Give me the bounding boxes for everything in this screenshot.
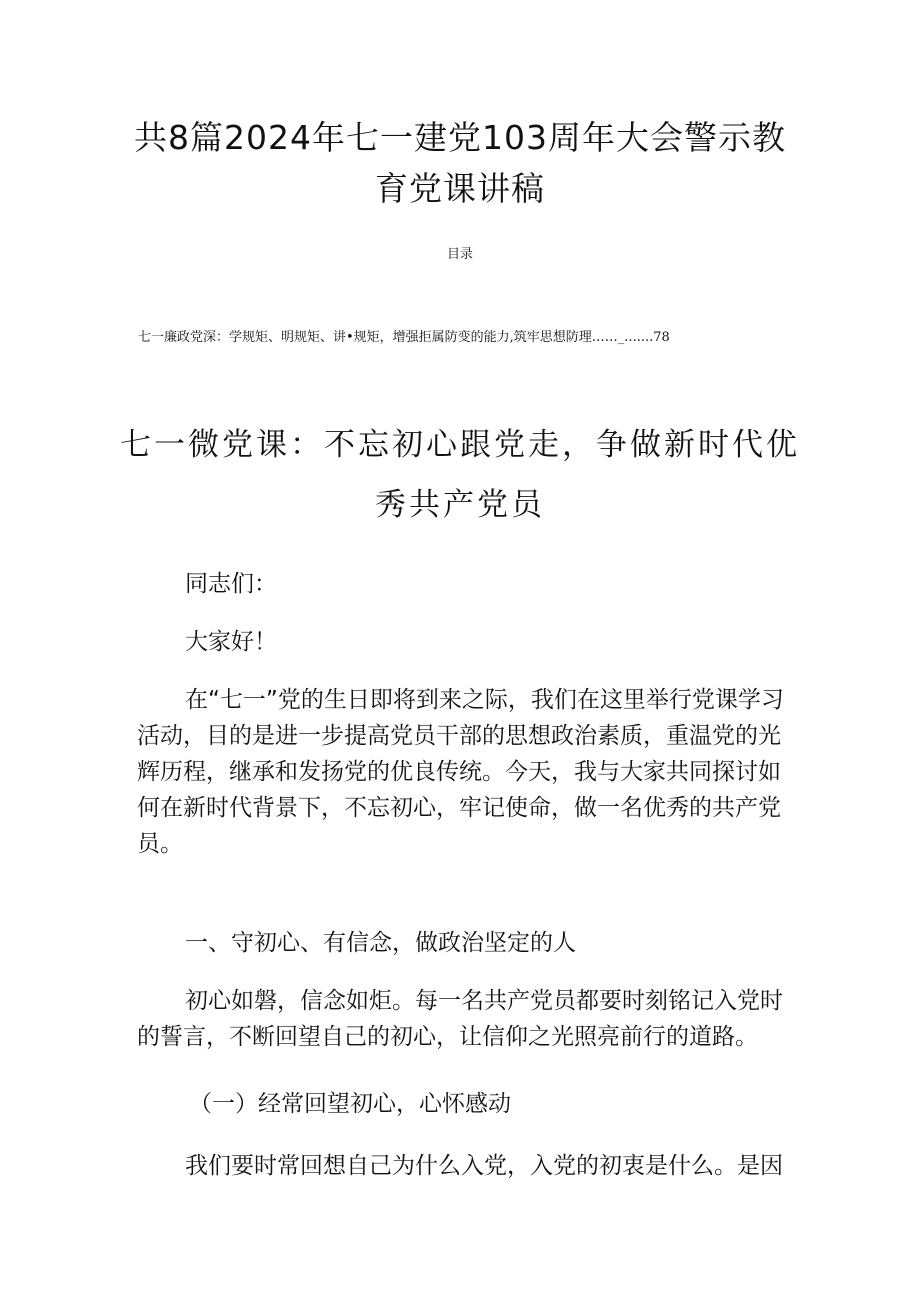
toc-entry: 七一廉政党深：学规矩、明规矩、讲•规矩，增强拒属防变的能力,筑牢思想防理……_.......78	[138, 330, 670, 345]
paragraph-intro: 在“七一”党的生日即将到来之际，我们在这里举行党课学习活动，目的是进一步提高党员干部的思想政治素质，重温党的光辉历程，继承和发扬党的优良传统。今天，我与大家共同探讨如何在新时代背景下，不忘初心，牢记使命，做一名优秀的共产党员。	[137, 687, 784, 857]
salutation: 同志们：	[185, 571, 277, 597]
document-title: 共8篇2024年七一建党103周年大会警示教育党课讲稿	[134, 118, 786, 208]
toc-heading: 目录	[446, 247, 473, 262]
subsection-heading: （一）经常回望初心，心怀感动	[189, 1091, 511, 1117]
paragraph-belief: 初心如磐，信念如炬。每一名共产党员都要时刻铭记入党时的誓言，不断回望自己的初心，让信仰之光照亮前行的道路。	[137, 988, 783, 1050]
lesson-title: 七一微党课：不忘初心跟党走，争做新时代优秀共产党员	[120, 427, 800, 523]
paragraph-reflection: 我们要时常回想自己为什么入党，入党的初衷是什么。是因	[185, 1153, 783, 1179]
greeting: 大家好！	[185, 629, 277, 655]
section-heading: 一、守初心、有信念，做政治坚定的人	[185, 930, 576, 956]
